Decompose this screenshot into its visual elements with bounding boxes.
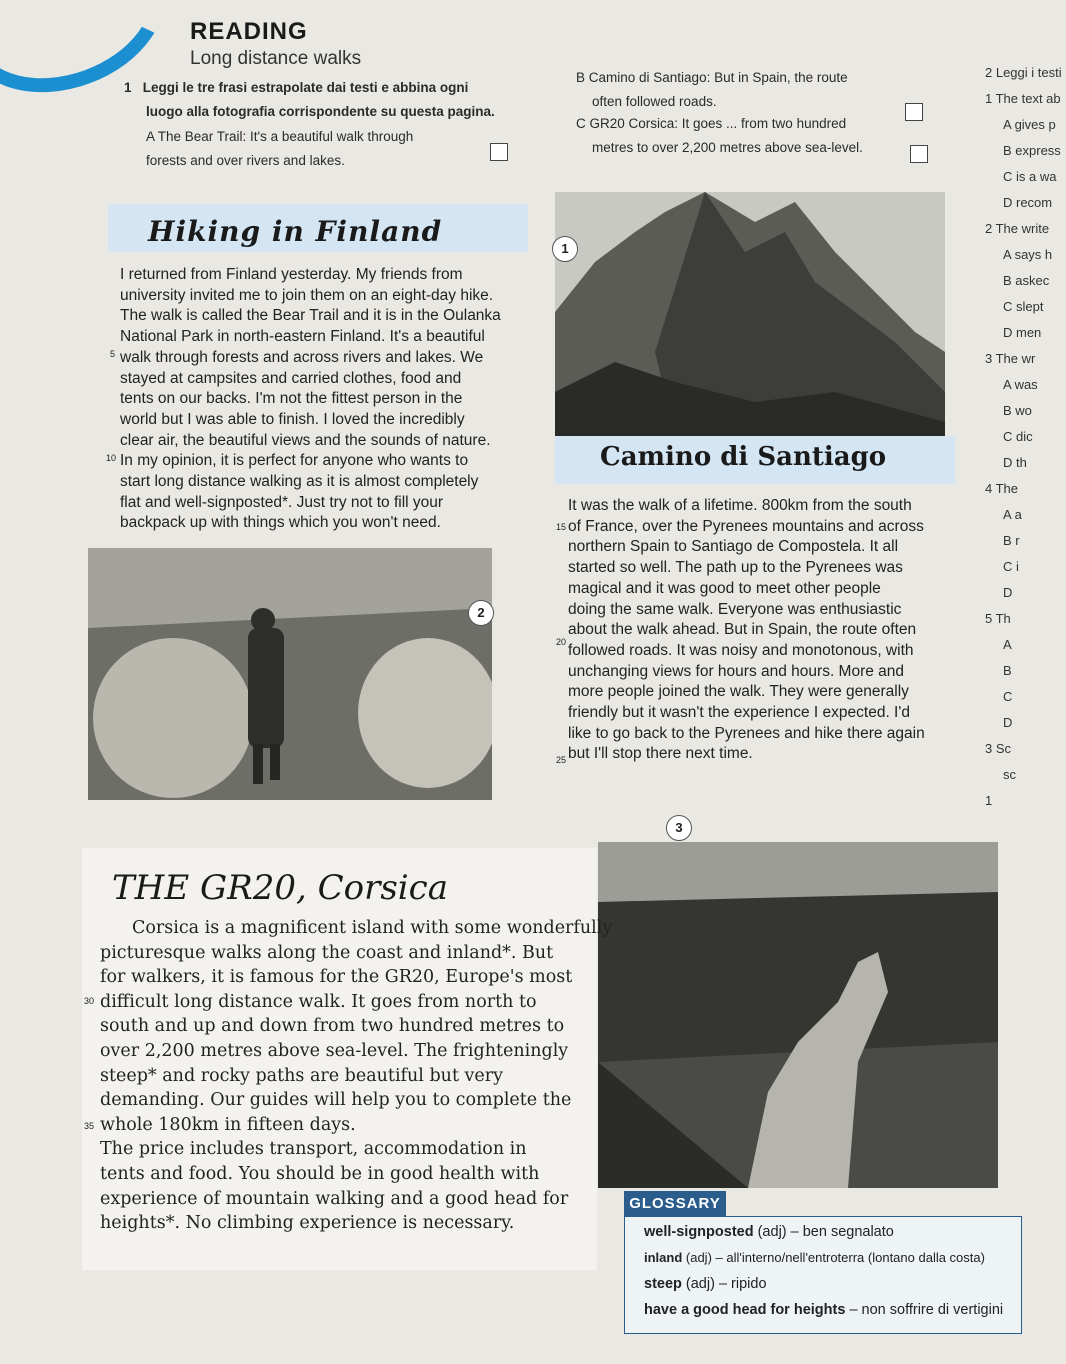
sidebar-line: D men xyxy=(1003,325,1042,340)
corsica-line: picturesque walks along the coast and inland*. But xyxy=(100,942,554,963)
item-b-line-2: often followed roads. xyxy=(592,94,717,109)
photo-corsica-river xyxy=(598,842,998,1188)
finland-line: university invited me to join them on an eight-day hike. xyxy=(120,286,494,304)
instruction-line-2: luogo alla fotografia corrispondente su questa pagina. xyxy=(146,104,495,119)
santiago-line: doing the same walk. Everyone was enthusiastic xyxy=(568,600,902,618)
finland-line: I returned from Finland yesterday. My friends from xyxy=(120,266,463,283)
glossary-entry xyxy=(644,1219,1003,1245)
corsica-line: over 2,200 metres above sea-level. The frighteningly xyxy=(100,1040,569,1061)
finland-line: The walk is called the Bear Trail and it is in the Oulanka xyxy=(120,307,501,325)
santiago-line: friendly but it wasn't the experience I expected. I'd xyxy=(568,704,910,722)
glossary-entry xyxy=(644,1245,1003,1271)
section-title: READING xyxy=(190,18,308,45)
santiago-line: like to go back to the Pyrenees and hike there again xyxy=(568,724,925,742)
finland-line: start long distance walking as it is almost completely xyxy=(120,473,479,491)
glossary-entry xyxy=(644,1297,1003,1323)
santiago-line: followed roads. It was noisy and monotonous, with xyxy=(568,641,914,659)
santiago-line: but I'll stop there next time. xyxy=(568,745,753,763)
glossary-title: GLOSSARY xyxy=(624,1191,726,1217)
answer-box-c[interactable] xyxy=(910,145,928,163)
line-marker-5: 5 xyxy=(110,349,116,359)
santiago-line: of France, over the Pyrenees mountains and across xyxy=(568,517,924,535)
santiago-line: more people joined the walk. They were generally xyxy=(568,683,909,701)
sidebar-line: 2 The write xyxy=(985,221,1050,236)
item-b-line-1: B Camino di Santiago: But in Spain, the route xyxy=(576,70,848,85)
sidebar-line: D xyxy=(1003,585,1013,600)
sidebar-line: A was xyxy=(1003,377,1038,392)
finland-line: stayed at campsites and carried clothes, food and xyxy=(120,369,462,387)
corsica-line: Corsica is a magnificent island with some wonderfully xyxy=(132,918,613,938)
finland-line: world but I was able to finish. I loved the incredibly xyxy=(120,410,465,428)
corsica-line: for walkers, it is famous for the GR20, Europe's most xyxy=(100,967,573,988)
exercise-number: 1 xyxy=(124,80,132,95)
corsica-line: The price includes transport, accommodation in xyxy=(100,1139,527,1160)
sidebar-line: 4 The xyxy=(985,481,1019,496)
sidebar-line: B r xyxy=(1003,533,1020,548)
finland-line: flat and well-signposted*. Just try not to fill your xyxy=(120,493,444,511)
mountain-illustration xyxy=(555,192,945,436)
santiago-line: started so well. The path up to the Pyrenees was xyxy=(568,559,903,577)
line-marker-25: 25 xyxy=(556,755,567,765)
photo-number-2: 2 xyxy=(468,600,494,626)
section-subtitle: Long distance walks xyxy=(190,48,362,69)
finland-line: In my opinion, it is perfect for anyone who wants to xyxy=(120,452,469,470)
photo-number-1: 1 xyxy=(552,236,578,262)
line-marker-10: 10 xyxy=(106,453,117,463)
finland-line: clear air, the beautiful views and the sounds of nature. xyxy=(120,431,491,449)
glossary-def: (adj) – ben segnalato xyxy=(753,1224,894,1240)
sidebar-line: 1 The text ab xyxy=(985,91,1061,106)
item-c-line-1: C GR20 Corsica: It goes ... from two hundred xyxy=(576,116,847,131)
sidebar-line: B askec xyxy=(1003,273,1050,288)
corsica-line: south and up and down from two hundred metres to xyxy=(100,1016,565,1037)
walker-illustration xyxy=(88,548,492,800)
glossary-term: inland xyxy=(644,1250,683,1265)
photo-number-3: 3 xyxy=(666,815,692,841)
sidebar-line: A says h xyxy=(1003,247,1053,262)
sidebar-exercises xyxy=(965,60,1066,820)
line-marker-30: 30 xyxy=(84,996,95,1006)
exercise-1-instruction xyxy=(124,76,495,124)
santiago-text xyxy=(568,496,925,765)
glossary-def: – non soffrire di vertigini xyxy=(845,1302,1004,1318)
glossary-term: steep xyxy=(644,1276,682,1292)
sidebar-line: C i xyxy=(1003,559,1019,574)
answer-box-b[interactable] xyxy=(905,103,923,121)
corsica-text xyxy=(100,916,612,1236)
glossary-def: (adj) – ripido xyxy=(681,1276,767,1292)
santiago-line: It was the walk of a lifetime. 800km from the south xyxy=(568,497,912,514)
glossary-entry xyxy=(644,1271,1003,1297)
sidebar-line: 3 The wr xyxy=(985,351,1036,366)
line-marker-15: 15 xyxy=(556,522,567,532)
exercise-item-b xyxy=(576,66,848,114)
sidebar-line: A a xyxy=(1003,507,1022,522)
sidebar-line: C xyxy=(1003,689,1013,704)
corsica-line: difficult long distance walk. It goes from north to xyxy=(100,991,537,1012)
corsica-line: demanding. Our guides will help you to complete the xyxy=(100,1090,572,1111)
sidebar-line: D recom xyxy=(1003,195,1053,210)
finland-line: National Park in north-eastern Finland. It's a beautiful xyxy=(120,328,485,346)
corsica-line: steep* and rocky paths are beautiful but very xyxy=(100,1065,504,1086)
photo-santiago-walker xyxy=(88,548,492,800)
sidebar-line: D xyxy=(1003,715,1013,730)
finland-line: walk through forests and across rivers and lakes. We xyxy=(120,348,484,366)
sidebar-line: C slept xyxy=(1003,299,1044,314)
sidebar-line: 3 Sc xyxy=(985,741,1012,756)
sidebar-line: A xyxy=(1003,637,1012,652)
exercise-item-c xyxy=(576,112,863,160)
photo-finland-mountains xyxy=(555,192,945,436)
corsica-line: whole 180km in fifteen days. xyxy=(100,1114,356,1135)
sidebar-line: B express xyxy=(1003,143,1061,158)
instruction-line-1: Leggi le tre frasi estrapolate dai testi e abbina ogni xyxy=(142,80,469,95)
glossary-entries xyxy=(644,1219,1003,1323)
item-c-line-2: metres to over 2,200 metres above sea-level. xyxy=(592,140,863,155)
line-marker-35: 35 xyxy=(84,1121,95,1131)
sidebar-line: 1 xyxy=(985,793,993,808)
finland-line: tents on our backs. I'm not the fittest person in the xyxy=(120,390,463,408)
line-marker-20: 20 xyxy=(556,637,567,647)
santiago-line: about the walk ahead. But in Spain, the route often xyxy=(568,621,917,639)
sidebar-line: A gives p xyxy=(1003,117,1056,132)
santiago-title: Camino di Santiago xyxy=(600,442,887,472)
answer-box-a[interactable] xyxy=(490,143,508,161)
sidebar-line: D th xyxy=(1003,455,1027,470)
glossary-term: well-signposted xyxy=(644,1224,754,1240)
sidebar-line: B wo xyxy=(1003,403,1032,418)
sidebar-line: C dic xyxy=(1003,429,1033,444)
corsica-line: experience of mountain walking and a good head for xyxy=(100,1188,569,1209)
corsica-line: tents and food. You should be in good health with xyxy=(100,1163,540,1184)
santiago-line: magical and it was good to meet other people xyxy=(568,579,881,597)
glossary-def: (adj) – all'interno/nell'entroterra (lontano dalla costa) xyxy=(682,1250,985,1265)
corsica-title: THE GR20, Corsica xyxy=(112,868,448,908)
sidebar-line: C is a wa xyxy=(1003,169,1057,184)
glossary-term: have a good head for heights xyxy=(644,1302,846,1318)
item-a-line-1: A The Bear Trail: It's a beautiful walk through xyxy=(146,129,414,144)
sidebar-line: B xyxy=(1003,663,1012,678)
finland-line: backpack up with things which you won't need. xyxy=(120,514,441,532)
sidebar-line: 5 Th xyxy=(985,611,1011,626)
sidebar-line: 2 Leggi i testi xyxy=(985,65,1062,80)
sidebar-line: sc xyxy=(1003,767,1016,782)
river-illustration xyxy=(598,842,998,1188)
item-a-line-2: forests and over rivers and lakes. xyxy=(146,153,345,168)
santiago-line: northern Spain to Santiago de Compostela. It all xyxy=(568,538,899,556)
santiago-line: unchanging views for hours and hours. More and xyxy=(568,662,905,680)
corsica-line: heights*. No climbing experience is necessary. xyxy=(100,1213,515,1234)
exercise-item-a xyxy=(146,125,413,173)
finland-title: Hiking in Finland xyxy=(148,215,443,248)
finland-text xyxy=(120,265,501,534)
